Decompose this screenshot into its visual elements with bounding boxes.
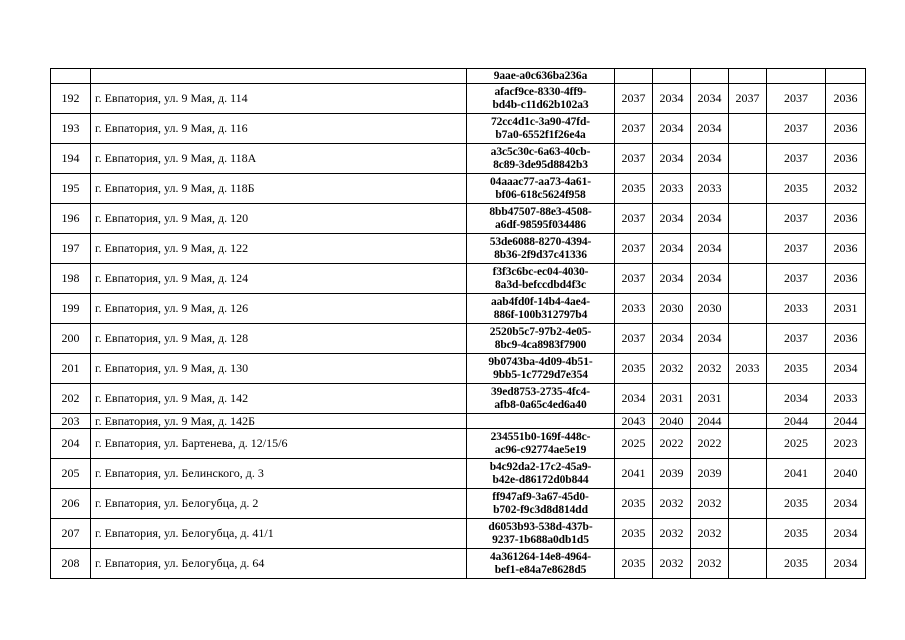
guid-line-1: 4a361264-14e8-4964- bbox=[490, 550, 591, 563]
guid-line-2: 8b36-2f9d37c41336 bbox=[494, 248, 587, 261]
row-number-cell bbox=[51, 69, 91, 84]
year-cell-5: 2037 bbox=[767, 114, 826, 144]
table-row bbox=[51, 69, 866, 84]
row-number-cell: 203 bbox=[51, 414, 91, 429]
guid-cell bbox=[467, 294, 615, 324]
year-cell-6: 2036 bbox=[826, 324, 866, 354]
address-cell: г. Евпатория, ул. 9 Мая, д. 122 bbox=[91, 234, 467, 264]
address-cell: г. Евпатория, ул. Белогубца, д. 2 bbox=[91, 489, 467, 519]
year-cell-6: 2034 bbox=[826, 489, 866, 519]
year-cell-1: 2043 bbox=[615, 414, 653, 429]
year-cell-3: 2033 bbox=[691, 174, 729, 204]
guid-line-2: b7a0-6552f1f26e4a bbox=[495, 128, 586, 141]
year-cell-3: 2032 bbox=[691, 354, 729, 384]
guid-line-2: 9bb5-1c7729d7e354 bbox=[493, 368, 588, 381]
guid-cell bbox=[467, 549, 615, 579]
row-number-cell: 207 bbox=[51, 519, 91, 549]
year-cell-3: 2030 bbox=[691, 294, 729, 324]
table-row bbox=[51, 459, 866, 489]
year-cell-4 bbox=[729, 204, 767, 234]
guid-cell bbox=[467, 459, 615, 489]
row-number-cell: 200 bbox=[51, 324, 91, 354]
year-cell-5: 2033 bbox=[767, 294, 826, 324]
guid-cell bbox=[467, 429, 615, 459]
guid-line-2: 8a3d-befccdbd4f3c bbox=[495, 278, 586, 291]
year-cell-5 bbox=[767, 69, 826, 84]
year-cell-2: 2034 bbox=[653, 84, 691, 114]
year-cell-5: 2037 bbox=[767, 264, 826, 294]
year-cell-2: 2030 bbox=[653, 294, 691, 324]
guid-cell bbox=[467, 84, 615, 114]
guid-line-1: 39ed8753-2735-4fc4- bbox=[490, 385, 591, 398]
guid-line-2: bf06-618c5624f958 bbox=[495, 188, 586, 201]
year-cell-2: 2022 bbox=[653, 429, 691, 459]
year-cell-1: 2035 bbox=[615, 489, 653, 519]
year-cell-5: 2044 bbox=[767, 414, 826, 429]
address-cell: г. Евпатория, ул. 9 Мая, д. 142Б bbox=[91, 414, 467, 429]
year-cell-5: 2037 bbox=[767, 84, 826, 114]
guid-line-2: bd4b-c11d62b102a3 bbox=[492, 98, 589, 111]
year-cell-1: 2037 bbox=[615, 204, 653, 234]
guid-cell bbox=[467, 69, 615, 84]
year-cell-4 bbox=[729, 144, 767, 174]
guid-line-1: 04aaac77-aa73-4a61- bbox=[490, 175, 591, 188]
year-cell-3: 2032 bbox=[691, 519, 729, 549]
address-cell: г. Евпатория, ул. Белогубца, д. 41/1 bbox=[91, 519, 467, 549]
year-cell-2: 2034 bbox=[653, 264, 691, 294]
year-cell-1: 2033 bbox=[615, 294, 653, 324]
table-row bbox=[51, 114, 866, 144]
guid-line-1: afacf9ce-8330-4ff9- bbox=[494, 85, 587, 98]
year-cell-2: 2034 bbox=[653, 204, 691, 234]
guid-line-2: afb8-0a65c4ed6a40 bbox=[494, 398, 587, 411]
row-number-cell: 204 bbox=[51, 429, 91, 459]
year-cell-2: 2033 bbox=[653, 174, 691, 204]
year-cell-1: 2037 bbox=[615, 234, 653, 264]
year-cell-4 bbox=[729, 384, 767, 414]
address-cell: г. Евпатория, ул. Бартенева, д. 12/15/6 bbox=[91, 429, 467, 459]
address-cell: г. Евпатория, ул. Белогубца, д. 64 bbox=[91, 549, 467, 579]
year-cell-6: 2036 bbox=[826, 234, 866, 264]
year-cell-6: 2036 bbox=[826, 264, 866, 294]
table-row bbox=[51, 429, 866, 459]
year-cell-1: 2035 bbox=[615, 174, 653, 204]
year-cell-2: 2034 bbox=[653, 114, 691, 144]
year-cell-3: 2031 bbox=[691, 384, 729, 414]
guid-cell bbox=[467, 519, 615, 549]
row-number-cell: 195 bbox=[51, 174, 91, 204]
year-cell-4 bbox=[729, 429, 767, 459]
year-cell-3: 2034 bbox=[691, 144, 729, 174]
year-cell-5: 2034 bbox=[767, 384, 826, 414]
year-cell-3: 2034 bbox=[691, 234, 729, 264]
guid-cell bbox=[467, 489, 615, 519]
year-cell-5: 2035 bbox=[767, 174, 826, 204]
year-cell-4: 2033 bbox=[729, 354, 767, 384]
year-cell-4 bbox=[729, 264, 767, 294]
row-number-cell: 197 bbox=[51, 234, 91, 264]
year-cell-4 bbox=[729, 519, 767, 549]
guid-line-2: 8bc9-4ca8983f7900 bbox=[494, 338, 587, 351]
address-cell: г. Евпатория, ул. 9 Мая, д. 114 bbox=[91, 84, 467, 114]
year-cell-3 bbox=[691, 69, 729, 84]
row-number-cell: 194 bbox=[51, 144, 91, 174]
guid-line-1: a3c5c30c-6a63-40cb- bbox=[490, 145, 591, 158]
year-cell-5: 2035 bbox=[767, 519, 826, 549]
table-row bbox=[51, 354, 866, 384]
year-cell-1: 2035 bbox=[615, 549, 653, 579]
table-row bbox=[51, 264, 866, 294]
guid-line-2: ac96-c92774ae5e19 bbox=[494, 443, 587, 456]
year-cell-5: 2025 bbox=[767, 429, 826, 459]
year-cell-4 bbox=[729, 324, 767, 354]
guid-line-2: b702-f9c3d8d814dd bbox=[493, 503, 588, 516]
address-cell: г. Евпатория, ул. 9 Мая, д. 124 bbox=[91, 264, 467, 294]
year-cell-1: 2037 bbox=[615, 264, 653, 294]
row-number-cell: 192 bbox=[51, 84, 91, 114]
table-row bbox=[51, 294, 866, 324]
guid-line-2: a6df-98595f034486 bbox=[495, 218, 586, 231]
year-cell-2: 2034 bbox=[653, 324, 691, 354]
address-cell: г. Евпатория, ул. 9 Мая, д. 120 bbox=[91, 204, 467, 234]
year-cell-1: 2035 bbox=[615, 519, 653, 549]
guid-cell bbox=[467, 144, 615, 174]
guid-cell bbox=[467, 174, 615, 204]
year-cell-6: 2033 bbox=[826, 384, 866, 414]
year-cell-6 bbox=[826, 69, 866, 84]
year-cell-3: 2032 bbox=[691, 549, 729, 579]
year-cell-2: 2032 bbox=[653, 519, 691, 549]
year-cell-5: 2037 bbox=[767, 204, 826, 234]
row-number-cell: 206 bbox=[51, 489, 91, 519]
year-cell-2: 2032 bbox=[653, 549, 691, 579]
guid-cell bbox=[467, 204, 615, 234]
year-cell-3: 2039 bbox=[691, 459, 729, 489]
year-cell-6: 2036 bbox=[826, 84, 866, 114]
year-cell-2: 2039 bbox=[653, 459, 691, 489]
year-cell-6: 2034 bbox=[826, 354, 866, 384]
year-cell-1: 2037 bbox=[615, 144, 653, 174]
year-cell-1: 2025 bbox=[615, 429, 653, 459]
address-cell: г. Евпатория, ул. 9 Мая, д. 118Б bbox=[91, 174, 467, 204]
year-cell-3: 2032 bbox=[691, 489, 729, 519]
guid-cell bbox=[467, 354, 615, 384]
year-cell-1: 2034 bbox=[615, 384, 653, 414]
year-cell-5: 2035 bbox=[767, 549, 826, 579]
address-cell: г. Евпатория, ул. 9 Мая, д. 128 bbox=[91, 324, 467, 354]
row-number-cell: 196 bbox=[51, 204, 91, 234]
year-cell-6: 2032 bbox=[826, 174, 866, 204]
year-cell-4 bbox=[729, 459, 767, 489]
year-cell-1: 2035 bbox=[615, 354, 653, 384]
address-cell: г. Евпатория, ул. Белинского, д. 3 bbox=[91, 459, 467, 489]
guid-line-1: b4c92da2-17c2-45a9- bbox=[489, 460, 592, 473]
year-cell-4: 2037 bbox=[729, 84, 767, 114]
year-cell-6: 2036 bbox=[826, 114, 866, 144]
year-cell-3: 2034 bbox=[691, 204, 729, 234]
year-cell-3: 2022 bbox=[691, 429, 729, 459]
year-cell-1: 2041 bbox=[615, 459, 653, 489]
row-number-cell: 193 bbox=[51, 114, 91, 144]
table-row bbox=[51, 489, 866, 519]
year-cell-2: 2040 bbox=[653, 414, 691, 429]
address-cell: г. Евпатория, ул. 9 Мая, д. 118А bbox=[91, 144, 467, 174]
guid-cell bbox=[467, 414, 615, 429]
guid-cell bbox=[467, 384, 615, 414]
year-cell-2: 2034 bbox=[653, 234, 691, 264]
year-cell-5: 2037 bbox=[767, 324, 826, 354]
table-row bbox=[51, 414, 866, 429]
year-cell-6: 2040 bbox=[826, 459, 866, 489]
address-cell: г. Евпатория, ул. 9 Мая, д. 130 bbox=[91, 354, 467, 384]
table-row bbox=[51, 549, 866, 579]
year-cell-2: 2031 bbox=[653, 384, 691, 414]
row-number-cell: 201 bbox=[51, 354, 91, 384]
housing-schedule-table bbox=[50, 68, 866, 579]
guid-line-2: 886f-100b312797b4 bbox=[493, 308, 588, 321]
address-cell: г. Евпатория, ул. 9 Мая, д. 116 bbox=[91, 114, 467, 144]
row-number-cell: 202 bbox=[51, 384, 91, 414]
table-row bbox=[51, 384, 866, 414]
year-cell-3: 2034 bbox=[691, 324, 729, 354]
year-cell-6: 2031 bbox=[826, 294, 866, 324]
year-cell-3: 2034 bbox=[691, 264, 729, 294]
year-cell-2 bbox=[653, 69, 691, 84]
guid-line-1: 8bb47507-88e3-4508- bbox=[489, 205, 592, 218]
guid-line-1: 9b0743ba-4d09-4b51- bbox=[488, 355, 593, 368]
year-cell-6: 2023 bbox=[826, 429, 866, 459]
guid-line-1: 2520b5c7-97b2-4e05- bbox=[489, 325, 592, 338]
guid-cell bbox=[467, 234, 615, 264]
year-cell-5: 2037 bbox=[767, 144, 826, 174]
row-number-cell: 208 bbox=[51, 549, 91, 579]
year-cell-6: 2036 bbox=[826, 204, 866, 234]
year-cell-4 bbox=[729, 294, 767, 324]
year-cell-3: 2034 bbox=[691, 114, 729, 144]
year-cell-4 bbox=[729, 69, 767, 84]
guid-line-1: d6053b93-538d-437b- bbox=[488, 520, 593, 533]
year-cell-5: 2035 bbox=[767, 489, 826, 519]
row-number-cell: 205 bbox=[51, 459, 91, 489]
year-cell-4 bbox=[729, 174, 767, 204]
address-cell: г. Евпатория, ул. 9 Мая, д. 126 bbox=[91, 294, 467, 324]
address-cell: г. Евпатория, ул. 9 Мая, д. 142 bbox=[91, 384, 467, 414]
row-number-cell: 198 bbox=[51, 264, 91, 294]
year-cell-5: 2041 bbox=[767, 459, 826, 489]
table-row bbox=[51, 84, 866, 114]
guid-line-2: b42e-d86172d0b844 bbox=[492, 473, 589, 486]
guid-line-2: 9237-1b688a0db1d5 bbox=[492, 533, 589, 546]
year-cell-6: 2044 bbox=[826, 414, 866, 429]
guid-line-1: 9aae-a0c636ba236a bbox=[493, 69, 588, 82]
year-cell-5: 2035 bbox=[767, 354, 826, 384]
guid-cell bbox=[467, 324, 615, 354]
year-cell-1: 2037 bbox=[615, 114, 653, 144]
table-row bbox=[51, 324, 866, 354]
table-row bbox=[51, 519, 866, 549]
guid-line-2: bef1-e84a7e8628d5 bbox=[494, 563, 587, 576]
guid-cell bbox=[467, 264, 615, 294]
year-cell-1: 2037 bbox=[615, 84, 653, 114]
guid-line-1: aab4fd0f-14b4-4ae4- bbox=[490, 295, 591, 308]
year-cell-6: 2034 bbox=[826, 519, 866, 549]
table-row bbox=[51, 234, 866, 264]
year-cell-1: 2037 bbox=[615, 324, 653, 354]
guid-line-1: 72cc4d1c-3a90-47fd- bbox=[490, 115, 591, 128]
table-row bbox=[51, 144, 866, 174]
year-cell-4 bbox=[729, 414, 767, 429]
guid-cell bbox=[467, 114, 615, 144]
year-cell-4 bbox=[729, 489, 767, 519]
year-cell-2: 2032 bbox=[653, 354, 691, 384]
year-cell-3: 2034 bbox=[691, 84, 729, 114]
year-cell-4 bbox=[729, 549, 767, 579]
year-cell-1 bbox=[615, 69, 653, 84]
year-cell-4 bbox=[729, 114, 767, 144]
year-cell-6: 2036 bbox=[826, 144, 866, 174]
guid-line-1: ff947af9-3a67-45d0- bbox=[492, 490, 589, 503]
address-cell bbox=[91, 69, 467, 84]
year-cell-3: 2044 bbox=[691, 414, 729, 429]
guid-line-1: f3f3c6bc-ec04-4030- bbox=[492, 265, 589, 278]
guid-line-2: 8c89-3de95d8842b3 bbox=[493, 158, 588, 171]
guid-line-1: 53de6088-8270-4394- bbox=[489, 235, 592, 248]
table-row bbox=[51, 204, 866, 234]
year-cell-6: 2034 bbox=[826, 549, 866, 579]
year-cell-4 bbox=[729, 234, 767, 264]
year-cell-2: 2032 bbox=[653, 489, 691, 519]
year-cell-5: 2037 bbox=[767, 234, 826, 264]
year-cell-2: 2034 bbox=[653, 144, 691, 174]
table-row bbox=[51, 174, 866, 204]
guid-line-1: 234551b0-169f-448c- bbox=[490, 430, 591, 443]
row-number-cell: 199 bbox=[51, 294, 91, 324]
